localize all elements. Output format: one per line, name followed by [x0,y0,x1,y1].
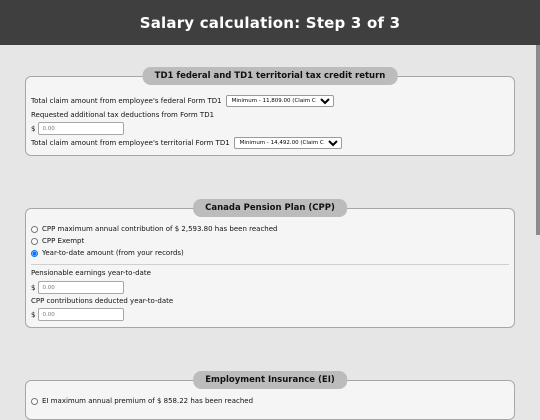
cpp-contributions-input[interactable] [38,308,124,321]
td1-panel [25,71,515,156]
cpp-contributions-row [31,297,177,305]
cpp-exempt-radio[interactable] [31,238,38,245]
territorial-claim-row [31,137,342,149]
ei-max-reached-option[interactable] [31,397,253,405]
ei-max-reached-label: EI maximum annual premium of $ 858.22 has been reached [42,397,254,405]
pensionable-earnings-field [31,281,124,294]
td1-legend: TD1 federal and TD1 territorial tax credit return [143,67,398,85]
cpp-max-reached-radio[interactable] [31,226,38,233]
cpp-ytd-radio[interactable] [31,250,38,257]
currency-symbol: $ [31,124,36,133]
currency-symbol: $ [31,310,36,319]
ei-legend: Employment Insurance (EI) [193,371,347,389]
cpp-ytd-option[interactable] [31,249,184,257]
page-header [0,0,540,45]
pensionable-earnings-row [31,269,155,277]
cpp-panel [25,203,515,328]
cpp-contributions-field [31,308,124,321]
federal-claim-row [31,95,334,107]
cpp-max-reached-option[interactable] [31,225,277,233]
additional-deductions-row [31,111,218,119]
cpp-exempt-option[interactable] [31,237,84,245]
currency-symbol: $ [31,283,36,292]
ei-panel [25,375,515,420]
territorial-claim-label: Total claim amount from employee's territorial Form TD1 [31,139,230,147]
territorial-claim-select[interactable] [234,137,342,149]
section-divider [31,264,509,265]
cpp-contributions-label: CPP contributions deducted year-to-date [31,297,174,305]
pensionable-earnings-input[interactable] [38,281,124,294]
federal-claim-label: Total claim amount from employee's federal Form TD1 [31,97,222,105]
additional-deductions-label: Requested additional tax deductions from Form TD1 [31,111,215,119]
additional-deductions-field [31,122,124,135]
pensionable-earnings-label: Pensionable earnings year-to-date [31,269,151,277]
scrollbar-thumb[interactable] [536,45,540,235]
cpp-exempt-label: CPP Exempt [42,237,85,245]
additional-deductions-input[interactable] [38,122,124,135]
ei-max-reached-radio[interactable] [31,398,38,405]
cpp-ytd-label: Year-to-date amount (from your records) [42,249,184,257]
page-title: Salary calculation: Step 3 of 3 [139,13,401,32]
cpp-legend: Canada Pension Plan (CPP) [193,199,347,217]
cpp-max-reached-label: CPP maximum annual contribution of $ 2,593.80 has been reached [42,225,278,233]
federal-claim-select[interactable] [226,95,334,107]
